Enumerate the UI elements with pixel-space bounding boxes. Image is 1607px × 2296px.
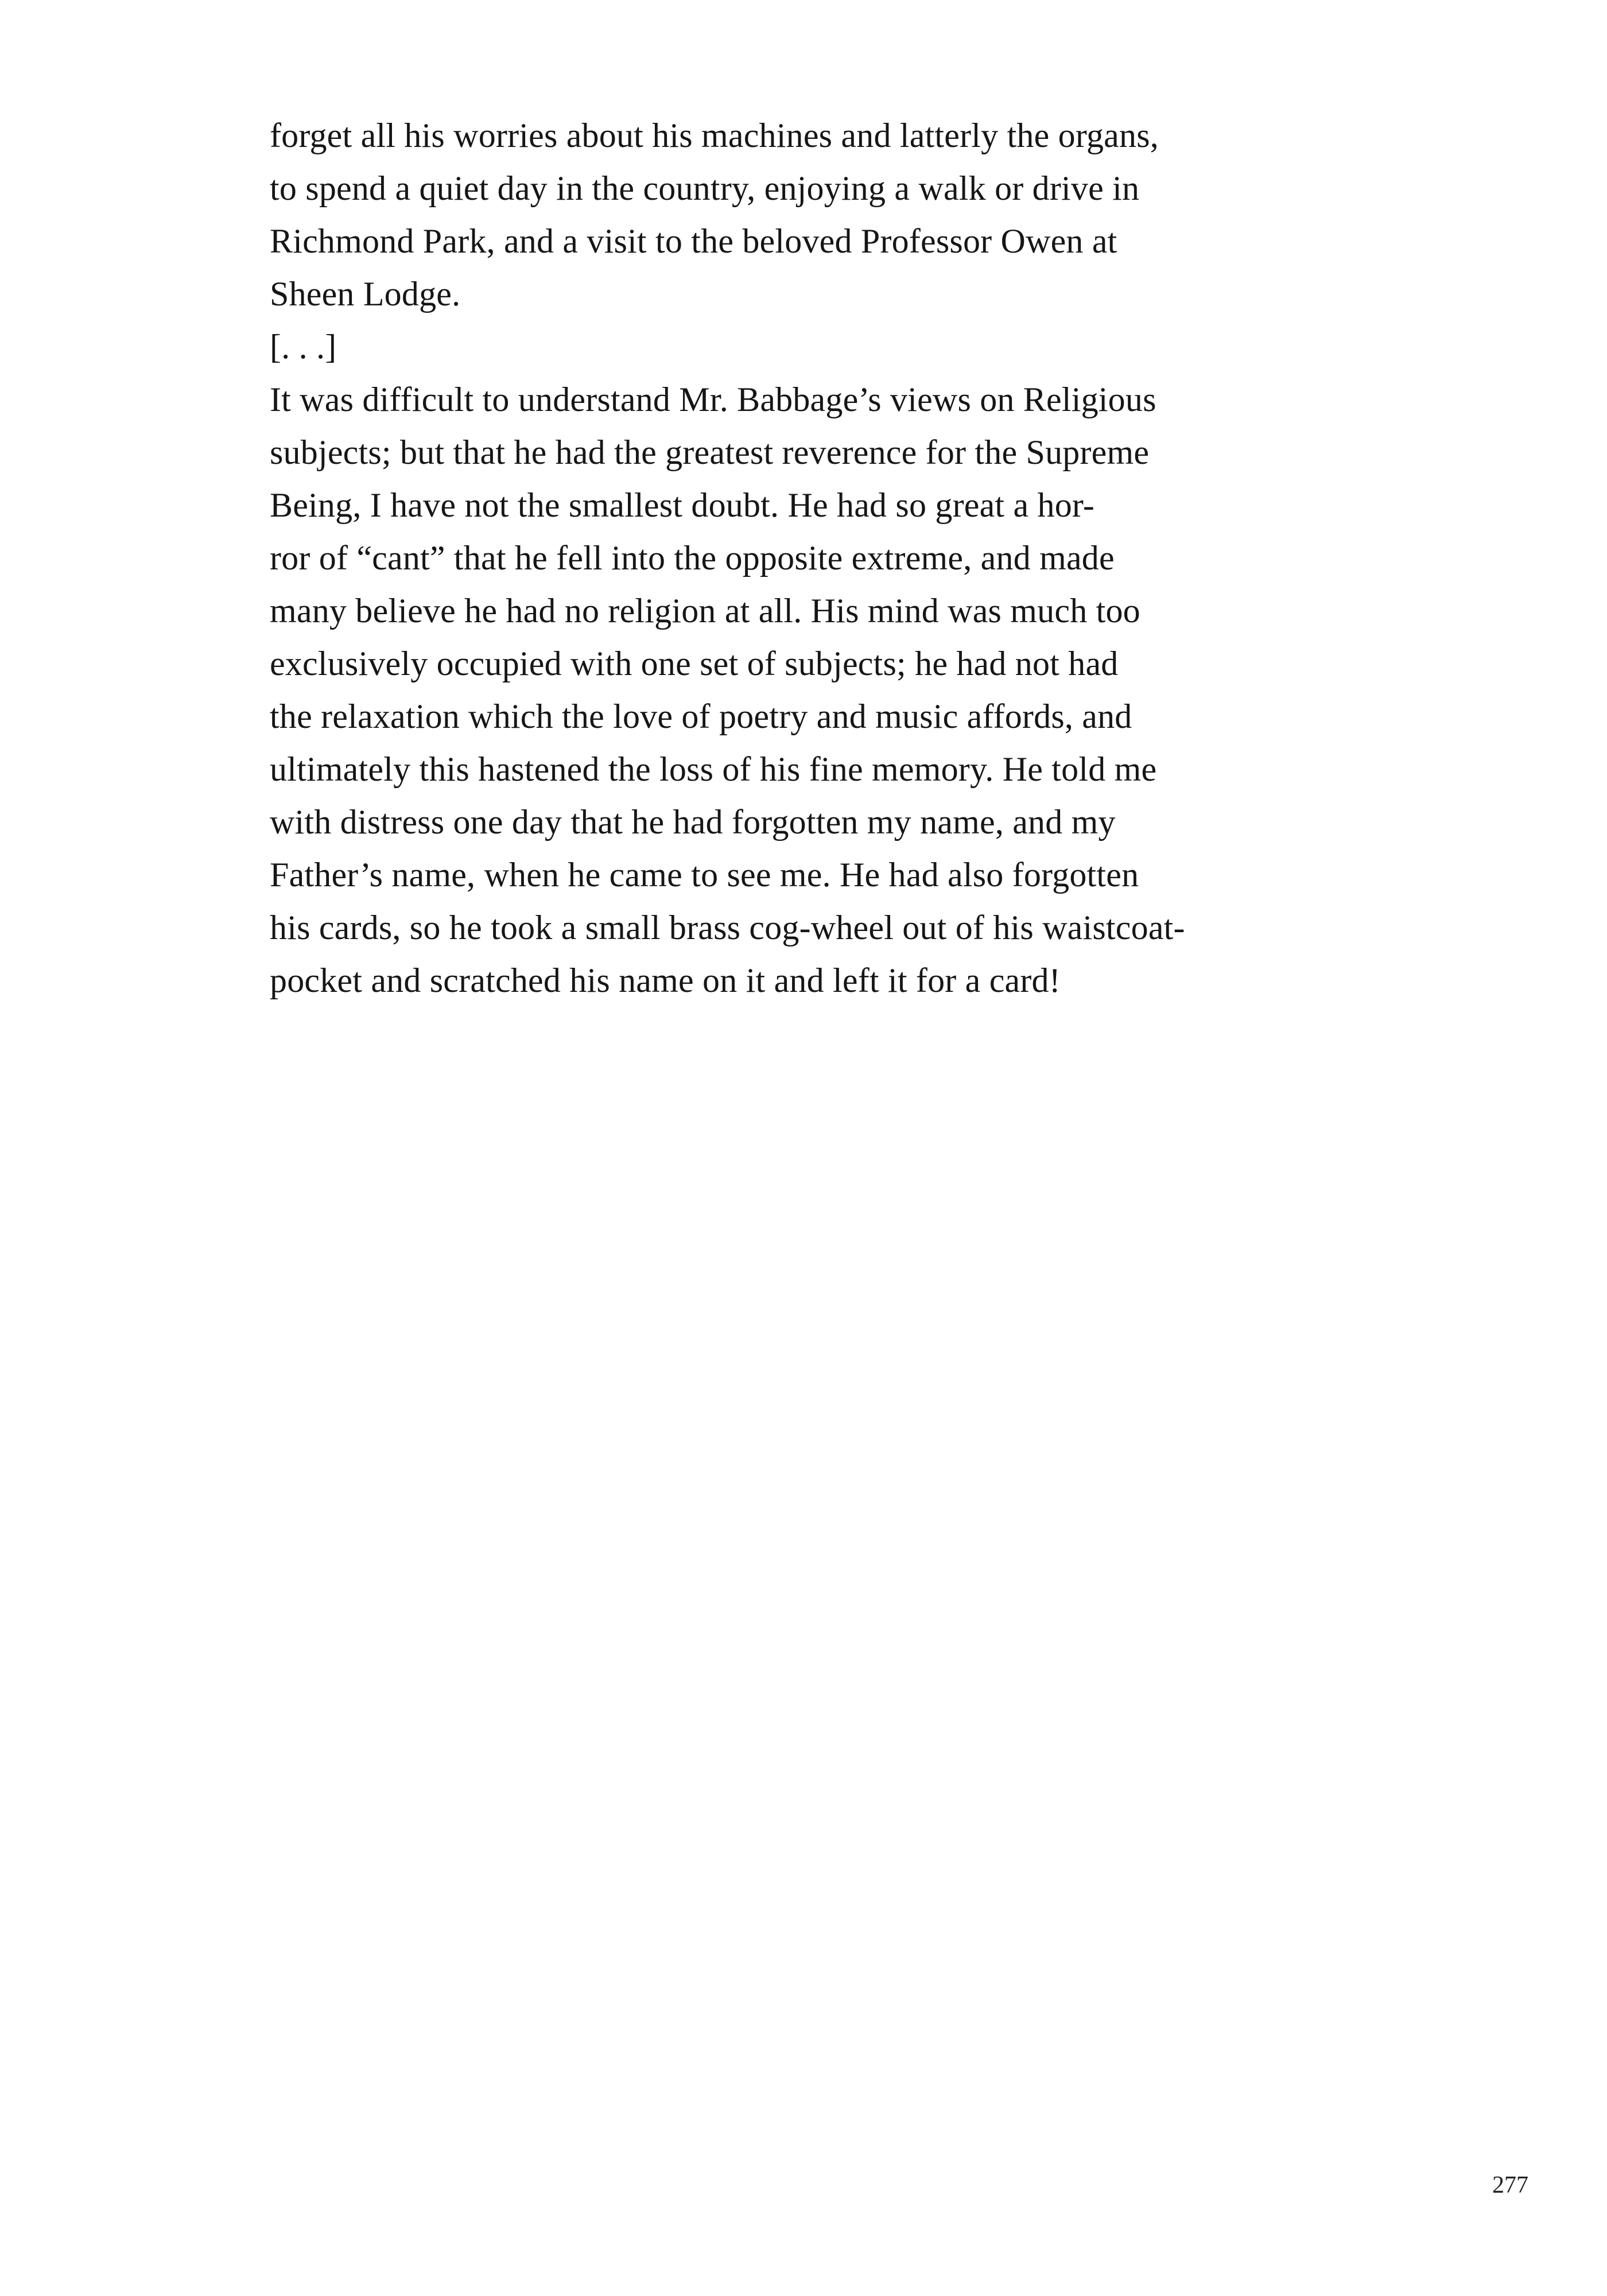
- text-line: his cards, so he took a small brass cog-wheel out of his waistcoat-: [270, 909, 1185, 947]
- text-line: forget all his worries about his machines and latterly the organs,: [270, 117, 1159, 154]
- text-line: pocket and scratched his name on it and left it for a card!: [270, 961, 1061, 999]
- ellipsis-marker: [. . .]: [270, 328, 337, 366]
- text-line: It was difficult to understand Mr. Babbage’s views on Religious: [270, 381, 1156, 418]
- text-line: ror of “cant” that he fell into the opposite extreme, and made: [270, 539, 1115, 577]
- text-line: subjects; but that he had the greatest reverence for the Supreme: [270, 433, 1150, 471]
- text-line: ultimately this hastened the loss of his fine memory. He told me: [270, 750, 1157, 788]
- text-line: Being, I have not the smallest doubt. He had so great a hor-: [270, 486, 1095, 524]
- text-line: Sheen Lodge.: [270, 275, 461, 313]
- text-line: the relaxation which the love of poetry and music affords, and: [270, 697, 1132, 735]
- text-line: many believe he had no religion at all. His mind was much too: [270, 592, 1140, 630]
- text-line: to spend a quiet day in the country, enjoying a walk or drive in: [270, 169, 1140, 207]
- text-line: with distress one day that he had forgotten my name, and my: [270, 803, 1116, 841]
- body-text: [270, 109, 1360, 1007]
- page-number: 277: [1492, 2172, 1528, 2198]
- text-line: Richmond Park, and a visit to the beloved Professor Owen at: [270, 222, 1117, 260]
- text-line: Father’s name, when he came to see me. He had also forgotten: [270, 856, 1139, 894]
- text-line: exclusively occupied with one set of subjects; he had not had: [270, 645, 1119, 682]
